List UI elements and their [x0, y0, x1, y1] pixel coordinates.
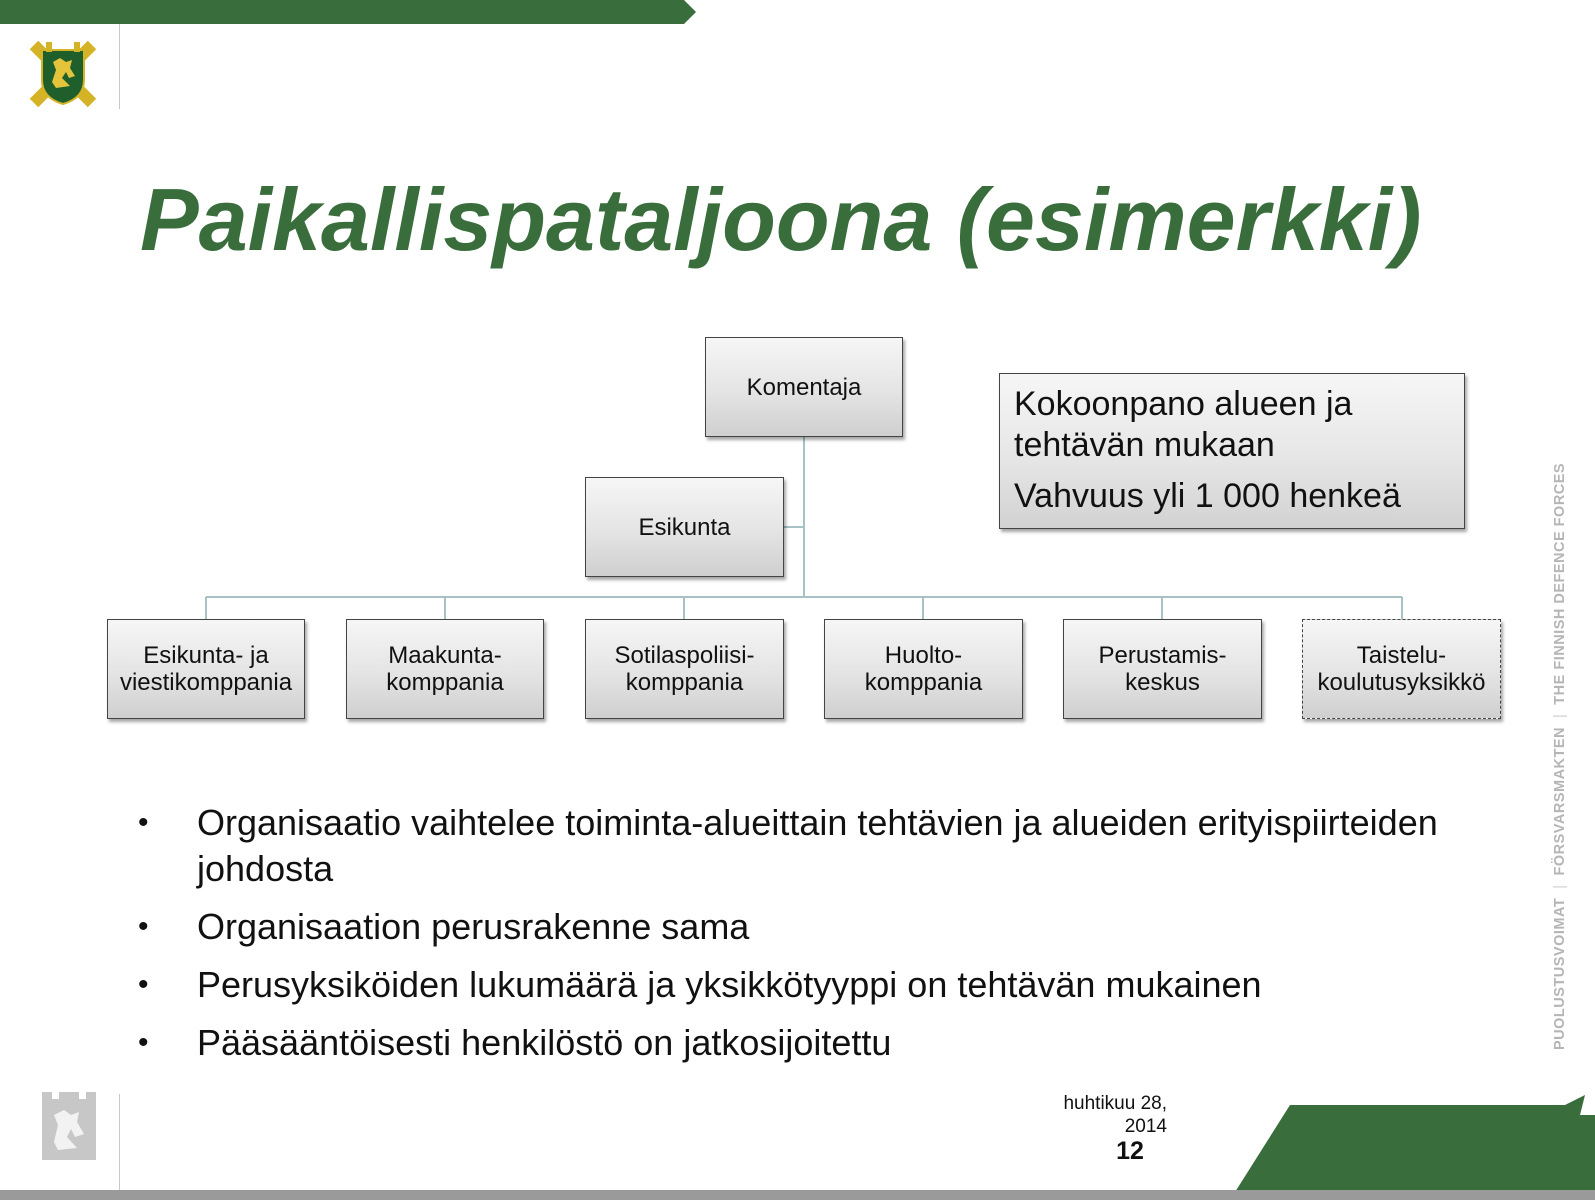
- slide-title: Paikallispataljoona (esimerkki): [140, 170, 1422, 269]
- side-banner-separator: |: [1552, 713, 1568, 718]
- org-box-label: Huolto- komppania: [864, 642, 983, 696]
- page-number: 12: [1116, 1137, 1144, 1165]
- bullet-dot-icon: •: [138, 806, 149, 839]
- org-box-label: Maakunta- komppania: [386, 642, 504, 696]
- side-banner-part: PUOLUSTUSVOIMAT: [1552, 897, 1568, 1050]
- side-banner-text: [1552, 463, 1568, 1050]
- bullet-text: Pääsääntöisesti henkilöstö on jatkosijoitettu: [197, 1022, 892, 1063]
- bullet-dot-icon: •: [138, 910, 149, 943]
- org-box-label: Esikunta: [638, 513, 731, 541]
- lion-crest-icon: [42, 1092, 96, 1160]
- bullet-dot-icon: •: [138, 1026, 149, 1059]
- org-box-unit: [107, 619, 305, 719]
- finnish-defence-forces-emblem-icon: [26, 38, 100, 110]
- side-banner-part: THE FINNISH DEFENCE FORCES: [1552, 462, 1568, 705]
- bullet-text: Organisaation perusrakenne sama: [197, 906, 750, 947]
- note-line: Vahvuus yli 1 000 henkeä: [1014, 477, 1401, 515]
- bullet-item: [138, 1020, 1468, 1066]
- org-box-unit: [1063, 619, 1262, 719]
- note-line: Kokoonpano alueen ja tehtävän mukaan: [1014, 385, 1353, 464]
- bullet-item: [138, 800, 1468, 892]
- top-divider: [119, 24, 120, 109]
- org-box-label: Komentaja: [746, 373, 862, 401]
- slide-date: [1010, 1092, 1167, 1138]
- corner-green-shape: [1230, 1095, 1595, 1200]
- bullet-dot-icon: •: [138, 968, 149, 1001]
- org-box-label: Perustamis- keskus: [1098, 642, 1227, 696]
- bullet-text: Organisaatio vaihtelee toiminta-alueittain tehtävien ja alueiden erityispiirteiden johdosta: [197, 802, 1438, 889]
- bullet-item: [138, 904, 1468, 950]
- bottom-bar: [0, 1190, 1595, 1200]
- composition-note-box: [999, 373, 1465, 529]
- org-box-unit-optional: [1302, 619, 1501, 719]
- bottom-divider: [119, 1094, 120, 1190]
- date-line: huhtikuu 28,: [1063, 1093, 1167, 1114]
- org-box-unit: [346, 619, 544, 719]
- bullet-item: [138, 962, 1468, 1008]
- org-box-unit: [824, 619, 1023, 719]
- org-box-label: Esikunta- ja viestikomppania: [119, 642, 293, 696]
- org-box-staff: [585, 477, 784, 577]
- bullet-text: Perusyksiköiden lukumäärä ja yksikkötyyppi on tehtävän mukainen: [197, 964, 1262, 1005]
- top-banner-bar: [0, 0, 700, 24]
- org-box-unit: [585, 619, 784, 719]
- date-line: 2014: [1124, 1116, 1167, 1137]
- bullet-list: [138, 800, 1468, 1078]
- org-box-commander: [705, 337, 903, 437]
- org-box-label: Taistelu- koulutusyksikkö: [1317, 642, 1486, 696]
- side-banner-part: FÖRSVARSMAKTEN: [1552, 726, 1568, 876]
- side-banner-separator: |: [1552, 884, 1568, 889]
- org-box-label: Sotilaspoliisi- komppania: [614, 642, 755, 696]
